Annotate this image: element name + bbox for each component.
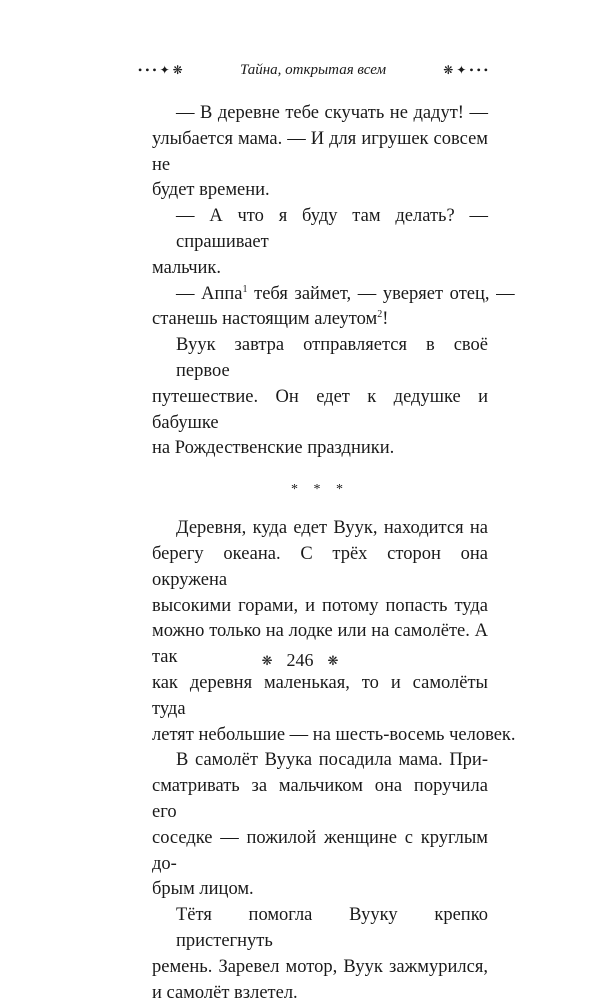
text-line: как деревня маленькая, то и самолёты туда: [152, 671, 488, 723]
text-line: — В деревне тебе скучать не дадут! —: [152, 101, 488, 127]
text-line: берегу океана. С трёх сторон она окружена: [152, 542, 488, 594]
running-header: [138, 60, 488, 80]
text-line: мальчик.: [152, 256, 488, 282]
text-line: В самолёт Вуука посадила мама. При-: [152, 748, 488, 774]
footer-star-right-icon: ❋: [328, 653, 339, 669]
text-fragment: !: [382, 309, 388, 329]
page-body: [152, 101, 488, 1006]
text-line: ремень. Заревел мотор, Вуук зажмурился,: [152, 955, 488, 981]
text-line: улыбается мама. — И для игрушек совсем не: [152, 127, 488, 179]
right-ornament-text: ❋ ✦ • • •: [443, 60, 488, 80]
text-line: соседке — пожилой женщине с круглым до-: [152, 826, 488, 878]
header-right-ornament: [443, 60, 488, 80]
page-footer: [0, 650, 600, 671]
section-separator: * * *: [152, 480, 488, 500]
text-line: будет времени.: [152, 178, 488, 204]
text-line: и самолёт взлетел.: [152, 981, 488, 1006]
text-fragment: станешь настоящим алеутом: [152, 309, 377, 329]
text-line: летят небольшие — на шесть-восемь человек.: [152, 723, 488, 749]
text-line: высокими горами, и потому попасть туда: [152, 594, 488, 620]
text-line: Деревня, куда едет Вуук, находится на: [152, 516, 488, 542]
text-fragment: — Аппа: [176, 284, 243, 304]
page-number: 246: [287, 650, 314, 671]
text-line: Тётя помогла Вууку крепко пристегнуть: [152, 903, 488, 955]
footnote-marker-2: 2: [377, 309, 382, 320]
text-line: сматривать за мальчиком она поручила его: [152, 774, 488, 826]
text-line: Вуук завтра отправляется в своё первое: [152, 333, 488, 385]
footer-star-left-icon: ❋: [262, 653, 273, 669]
text-line: путешествие. Он едет к дедушке и бабушке: [152, 385, 488, 437]
text-line: — А что я буду там делать? — спрашивает: [152, 204, 488, 256]
text-line: можно только на лодке или на самолёте. А так: [152, 619, 488, 671]
footnote-marker-1: 1: [243, 283, 248, 294]
text-line: [152, 307, 488, 333]
header-left-ornament: [138, 60, 183, 80]
text-line: брым лицом.: [152, 877, 488, 903]
running-title: Тайна, открытая всем: [240, 60, 386, 80]
text-fragment: тебя займет, — уверяет отец, —: [248, 284, 515, 304]
text-line: на Рождественские праздники.: [152, 436, 488, 462]
left-ornament-text: • • • ✦ ❋: [138, 60, 183, 80]
text-line: [152, 282, 488, 308]
